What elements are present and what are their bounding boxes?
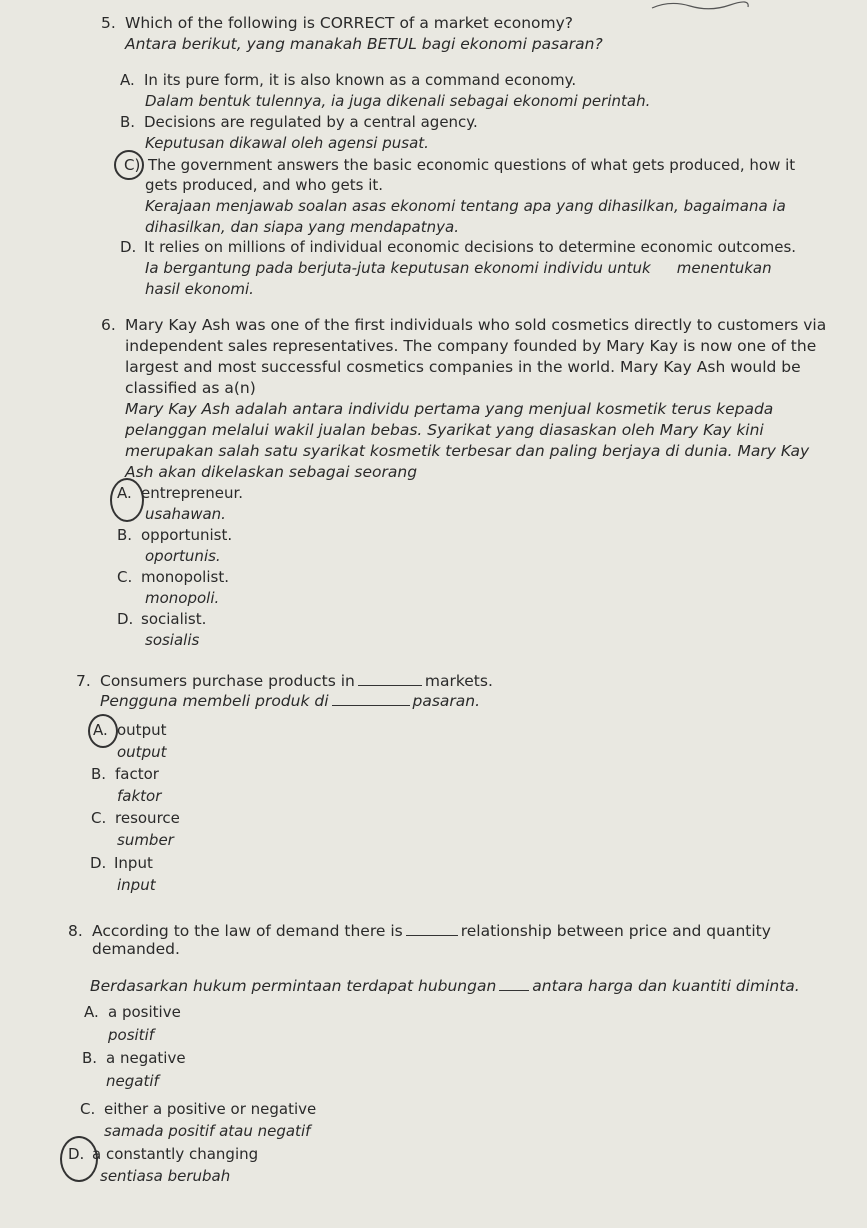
q6-option-c-malay: monopoli. [145,589,220,607]
q5-option-b[interactable]: B. Decisions are regulated by a central agency. [120,113,478,131]
question-5-stem-malay: Antara berikut, yang manakah BETUL bagi ekonomi pasaran? [125,35,603,53]
q7-option-a-malay: output [117,743,167,761]
q5-option-a-malay: Dalam bentuk tulennya, ia juga dikenali sebagai ekonomi perintah. [145,92,651,110]
question-6-malay-line: Ash akan dikelaskan sebagai seorang [125,463,418,481]
q6-option-d-malay: sosialis [145,631,200,649]
question-6-stem-line: independent sales representatives. The company founded by Mary Kay is now one of the [125,337,817,355]
answer-blank [358,685,422,686]
q6-option-b[interactable]: B. opportunist. [117,526,233,544]
q7-option-c-malay: sumber [117,831,174,849]
q7-option-d[interactable]: D. Input [90,854,153,872]
q7-option-b-malay: faktor [117,787,162,805]
q5-option-d-malay: Ia bergantung pada berjuta-juta keputusan ekonomi individu untuk menentukan [145,259,772,277]
answer-blank [499,990,529,991]
q6-option-a[interactable]: A. entrepreneur. [117,484,244,502]
question-number: 5. [101,14,116,32]
question-7-malay: Pengguna membeli produk di pasaran. [100,692,481,710]
question-6-malay-line: pelanggan melalui wakil jualan bebas. Syarikat yang diasaskan oleh Mary Kay kini [125,421,764,439]
answer-blank [332,705,410,706]
q8-option-c[interactable]: C. either a positive or negative [80,1100,317,1118]
q8-option-a[interactable]: A. a positive [84,1003,181,1021]
q5-option-b-malay: Keputusan dikawal oleh agensi pusat. [145,134,429,152]
answer-blank [406,935,458,936]
question-6-stem-line: largest and most successful cosmetics companies in the world. Mary Kay Ash would be [125,358,801,376]
question-6-malay-line: merupakan salah satu syarikat kosmetik terbesar dan paling berjaya di dunia. Mary Kay [125,442,810,460]
q6-option-d[interactable]: D. socialist. [117,610,207,628]
q8-option-a-malay: positif [108,1026,155,1044]
q6-option-c[interactable]: C. monopolist. [117,568,229,586]
q5-option-c-malay-cont: dihasilkan, dan siapa yang mendapatnya. [145,218,459,236]
q8-option-d-malay: sentiasa berubah [100,1167,231,1185]
q5-option-c-malay: Kerajaan menjawab soalan asas ekonomi tentang apa yang dihasilkan, bagaimana ia [145,197,786,215]
q6-option-b-malay: oportunis. [145,547,221,565]
q7-option-d-malay: input [117,876,156,894]
q5-option-c[interactable]: C) The government answers the basic economic questions of what gets produced, how it [124,156,796,174]
q8-option-d[interactable]: D. a constantly changing [68,1145,259,1163]
q8-option-b-malay: negatif [106,1072,159,1090]
q7-option-b[interactable]: B. factor [91,765,159,783]
q5-option-d-malay-cont: hasil ekonomi. [145,280,254,298]
q7-option-c[interactable]: C. resource [91,809,180,827]
question-6-stem: 6. Mary Kay Ash was one of the first individuals who sold cosmetics directly to customers via [101,316,827,334]
question-6-malay-line: Mary Kay Ash adalah antara individu pertama yang menjual kosmetik terus kepada [125,400,774,418]
question-8-malay: Berdasarkan hukum permintaan terdapat hubungan antara harga dan kuantiti diminta. [90,977,800,995]
q5-option-a[interactable]: A. In its pure form, it is also known as a command economy. [120,71,577,89]
question-8-stem: 8. According to the law of demand there is relationship between price and quantity [68,922,771,940]
q6-option-a-malay: usahawan. [145,505,226,523]
q8-option-c-malay: samada positif atau negatif [104,1122,311,1140]
q5-option-c-cont: gets produced, and who gets it. [145,176,384,194]
question-text-en: Which of the following is CORRECT of a market economy? [125,14,574,32]
pen-scribble-mark [650,0,750,12]
q7-option-a[interactable]: A. output [93,721,167,739]
question-6-stem-line: classified as a(n) [125,379,256,397]
q8-option-b[interactable]: B. a negative [82,1049,186,1067]
question-8-stem-cont: demanded. [92,940,180,958]
question-7-stem: 7. Consumers purchase products in markets. [76,672,493,690]
question-5-stem [101,14,573,32]
q5-option-d[interactable]: D. It relies on millions of individual economic decisions to determine economic outcomes. [120,238,797,256]
